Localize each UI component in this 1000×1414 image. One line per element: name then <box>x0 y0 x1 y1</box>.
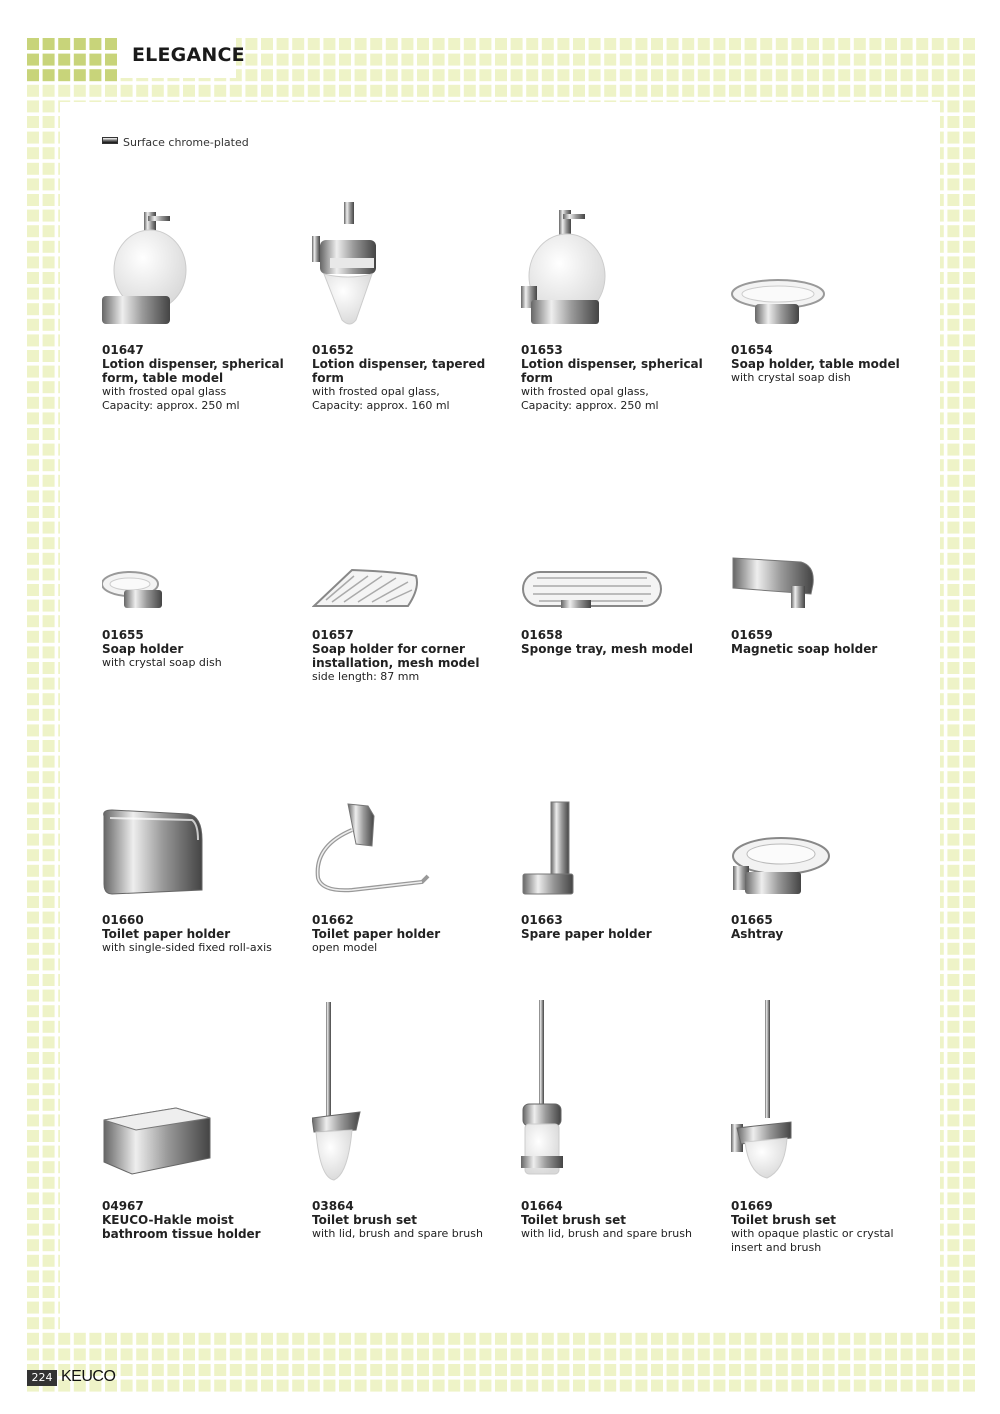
sponge-tray-icon <box>521 556 651 686</box>
product-code: 01660 <box>102 913 144 927</box>
product-desc: with crystal soap dish <box>731 371 851 384</box>
product-code: 01669 <box>731 1199 773 1213</box>
page-number: 224 <box>27 1370 57 1386</box>
magnetic-soap-holder-icon <box>731 556 861 686</box>
legend-label: Surface chrome-plated <box>123 136 249 149</box>
product-desc: with frosted opal glass <box>102 385 227 398</box>
product-desc: side length: 87 mm <box>312 670 420 683</box>
product-code: 01659 <box>731 628 773 642</box>
product-name: Magnetic soap holder <box>731 642 878 656</box>
product-name: Ashtray <box>731 927 784 941</box>
product-name: Lotion dispenser, tapered form <box>312 357 486 385</box>
brand-logo: KEUCO <box>61 1368 116 1385</box>
product-name: Toilet brush set <box>312 1213 418 1227</box>
product-code: 01653 <box>521 343 563 357</box>
product-code: 01658 <box>521 628 563 642</box>
toilet-paper-holder-open-icon <box>312 800 442 930</box>
product-desc: with opaque plastic or crystal <box>731 1227 894 1240</box>
product-desc: with crystal soap dish <box>102 656 222 669</box>
lotion-dispenser-spherical-wall-icon <box>521 200 651 330</box>
product-desc: with single-sided fixed roll-axis <box>102 941 272 954</box>
product-name: KEUCO-Hakle moist bathroom tissue holder <box>102 1213 261 1241</box>
product-desc: with lid, brush and spare brush <box>521 1227 692 1240</box>
chrome-swatch-icon <box>102 137 118 144</box>
product-code: 01647 <box>102 343 144 357</box>
toilet-brush-set-lid-icon <box>521 998 651 1128</box>
product-code: 03864 <box>312 1199 354 1213</box>
product-code: 01664 <box>521 1199 563 1213</box>
product-desc: with lid, brush and spare brush <box>312 1227 483 1240</box>
product-desc: insert and brush <box>731 1241 822 1254</box>
page-title: ELEGANCE <box>132 44 245 66</box>
product-name: Sponge tray, mesh model <box>521 642 694 656</box>
legend <box>102 136 249 149</box>
toilet-paper-holder-covered-icon <box>102 800 232 930</box>
product-code: 01657 <box>312 628 354 642</box>
spare-paper-holder-icon <box>521 800 651 930</box>
product-name: Soap holder <box>102 642 184 656</box>
product-code: 01663 <box>521 913 563 927</box>
product-desc: open model <box>312 941 378 954</box>
product-code: 04967 <box>102 1199 144 1213</box>
product-code: 01655 <box>102 628 144 642</box>
product-name: Toilet brush set <box>521 1213 627 1227</box>
product-name: Toilet paper holder <box>102 927 231 941</box>
product-desc: Capacity: approx. 250 ml <box>521 399 659 412</box>
product-code: 01652 <box>312 343 354 357</box>
product-code: 01665 <box>731 913 773 927</box>
lotion-dispenser-tapered-icon <box>312 200 442 330</box>
product-name: Toilet brush set <box>731 1213 837 1227</box>
product-desc: with frosted opal glass, <box>312 385 440 398</box>
product-desc: Capacity: approx. 160 ml <box>312 399 450 412</box>
product-desc: with frosted opal glass, <box>521 385 649 398</box>
product-name: Toilet paper holder <box>312 927 441 941</box>
product-code: 01662 <box>312 913 354 927</box>
soap-holder-table-icon <box>731 200 861 330</box>
product-name: Lotion dispenser, spherical form, table model <box>102 357 284 385</box>
toilet-brush-set-wall-icon <box>731 998 861 1128</box>
product-name: Soap holder for corner installation, mesh model <box>312 642 480 670</box>
toilet-brush-set-icon <box>312 998 442 1128</box>
product-code: 01654 <box>731 343 773 357</box>
product-name: Soap holder, table model <box>731 357 900 371</box>
lotion-dispenser-spherical-table-icon <box>102 200 232 330</box>
product-name: Lotion dispenser, spherical form <box>521 357 703 385</box>
product-name: Spare paper holder <box>521 927 652 941</box>
product-desc: Capacity: approx. 250 ml <box>102 399 240 412</box>
ashtray-icon <box>731 800 861 930</box>
